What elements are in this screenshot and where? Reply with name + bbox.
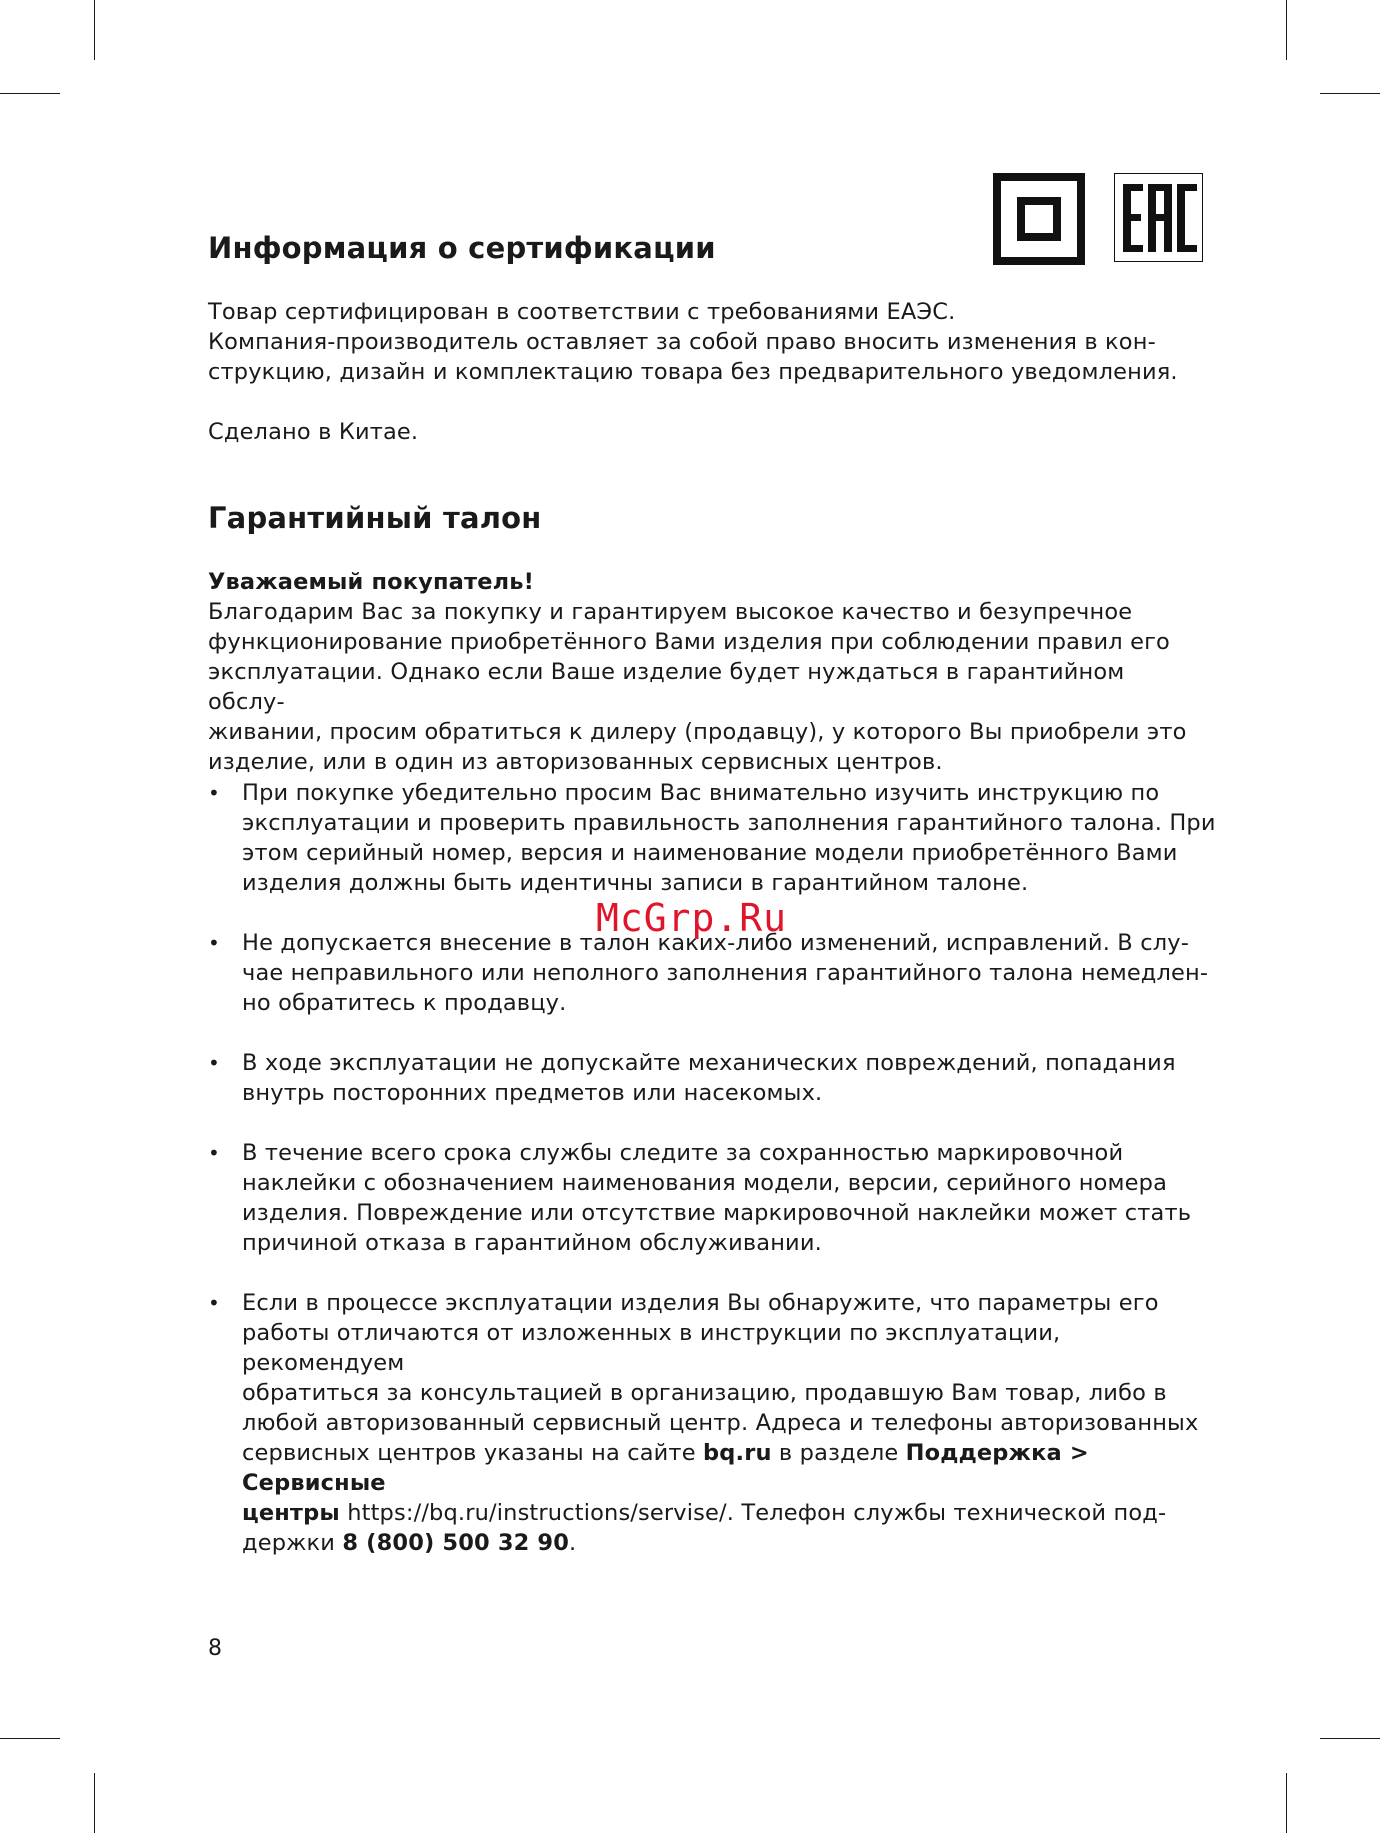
greeting: Уважаемый покупатель! [208, 569, 535, 595]
intro-line: живании, просим обратиться к дилеру (продавцу), у которого Вы приобрели это [208, 719, 1187, 745]
list-item-line: внутрь посторонних предметов или насекомых. [242, 1080, 823, 1106]
list-item-line: изделия должны быть идентичны записи в гарантийном талоне. [242, 870, 1029, 896]
list-item-line: В течение всего срока службы следите за сохранностью маркировочной [242, 1140, 1124, 1166]
list-item-line: В ходе эксплуатации не допускайте механических повреждений, попадания [242, 1050, 1176, 1076]
warranty-title: Гарантийный талон [208, 501, 542, 535]
certification-text [208, 297, 1208, 387]
certification-line: Товар сертифицирован в соответствии с требованиями ЕАЭС. [208, 299, 956, 325]
bullet-icon: • [208, 1051, 220, 1075]
list-item-line: причиной отказа в гарантийном обслуживании. [242, 1230, 822, 1256]
list-item-line: Если в процессе эксплуатации изделия Вы обнаружите, что параметры его [242, 1290, 1159, 1316]
bullet-icon: • [208, 1291, 220, 1315]
list-item [208, 1288, 1218, 1558]
crop-mark [1286, 1773, 1287, 1833]
section-name: Поддержка > Сервисные [242, 1440, 1089, 1496]
list-item-line: сервисных центров указаны на сайте [242, 1440, 703, 1466]
crop-mark [0, 93, 60, 94]
list-item [208, 778, 1218, 898]
list-item-line: эксплуатации и проверить правильность заполнения гарантийного талона. При [242, 810, 1216, 836]
site-link: bq.ru [703, 1440, 772, 1466]
intro-line: Благодарим Вас за покупку и гарантируем высокое качество и безупречное [208, 599, 1133, 625]
crop-mark [1320, 1738, 1380, 1739]
list-item-line: Не допускается внесение в талон каких-либо изменений, исправлений. В слу- [242, 930, 1189, 956]
page-number: 8 [208, 1636, 222, 1661]
list-item-line: но обратитесь к продавцу. [242, 990, 567, 1016]
crop-mark [94, 0, 95, 60]
list-item-line: в разделе [771, 1440, 906, 1466]
certification-title: Информация о сертификации [208, 231, 716, 265]
list-item-line: этом серийный номер, версия и наименование модели приобретённого Вами [242, 840, 1178, 866]
list-item [208, 1048, 1218, 1108]
list-item-line: . [569, 1530, 577, 1556]
watermark: McGrp.Ru [596, 896, 788, 940]
bullet-icon: • [208, 781, 220, 805]
eac-mark-icon [1114, 173, 1203, 262]
crop-mark [1286, 0, 1287, 60]
list-item-line: любой авторизованный сервисный центр. Адреса и телефоны авторизованных [242, 1410, 1199, 1436]
crop-mark [94, 1773, 95, 1833]
list-item-line: держки [242, 1530, 343, 1556]
list-item-line: чае неправильного или неполного заполнения гарантийного талона немедлен- [242, 960, 1209, 986]
list-item [208, 1138, 1218, 1258]
list-item [208, 928, 1218, 1018]
crop-mark [0, 1738, 60, 1739]
list-item-line: При покупке убедительно просим Вас внимательно изучить инструкцию по [242, 780, 1160, 806]
certification-line: Компания-производитель оставляет за собой право вносить изменения в кон- [208, 329, 1156, 355]
certification-logos [993, 173, 1205, 265]
bullet-icon: • [208, 1141, 220, 1165]
list-item-line: https://bq.ru/instructions/servise/. Телефон службы технической под- [339, 1500, 1167, 1526]
intro-line: функционирование приобретённого Вами изделия при соблюдении правил его [208, 629, 1170, 655]
made-in-text: Сделано в Китае. [208, 419, 419, 445]
bullet-icon: • [208, 931, 220, 955]
list-item-line: обратиться за консультацией в организацию, продавшую Вам товар, либо в [242, 1380, 1167, 1406]
section-name-cont: центры [242, 1500, 340, 1526]
intro-line: изделие, или в один из авторизованных сервисных центров. [208, 749, 943, 775]
double-insulation-icon [993, 173, 1085, 265]
list-item-line: работы отличаются от изложенных в инструкции по эксплуатации, рекомендуем [242, 1320, 1061, 1376]
support-phone: 8 (800) 500 32 90 [342, 1530, 570, 1556]
intro-line: эксплуатации. Однако если Ваше изделие будет нуждаться в гарантийном обслу- [208, 659, 1125, 715]
crop-mark [1320, 93, 1380, 94]
certification-line: струкцию, дизайн и комплектацию товара без предварительного уведомления. [208, 359, 1178, 385]
warranty-intro [208, 567, 1208, 777]
list-item-line: наклейки с обозначением наименования модели, версии, серийного номера [242, 1170, 1168, 1196]
list-item-line: изделия. Повреждение или отсутствие маркировочной наклейки может стать [242, 1200, 1192, 1226]
